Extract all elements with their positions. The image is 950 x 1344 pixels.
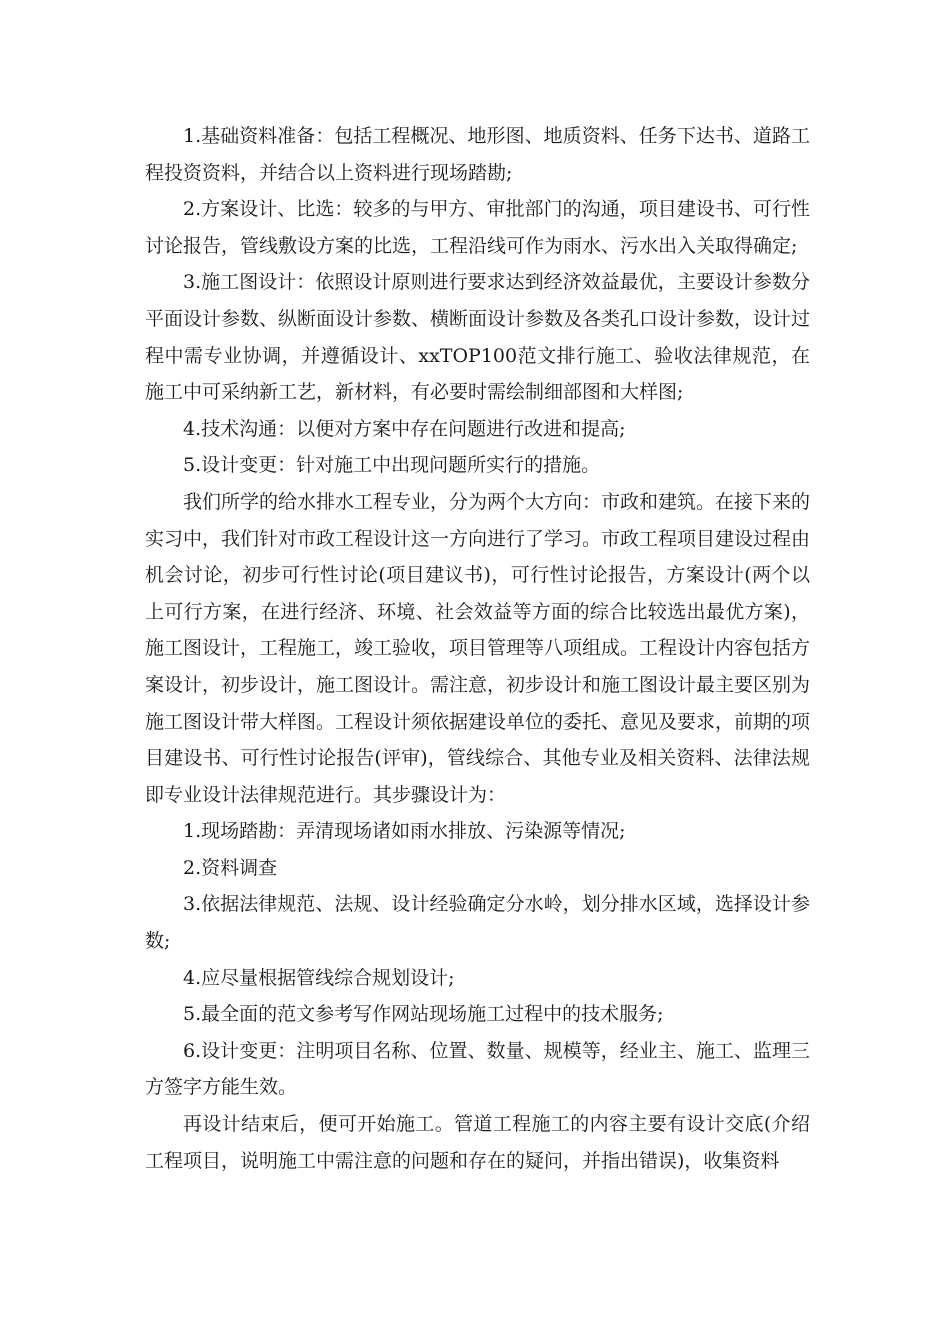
paragraph-watershed: 3.依据法律规范、法规、设计经验确定分水岭，划分排水区域，选择设计参数; (145, 893, 810, 953)
paragraph-site-survey: 1.现场踏勘：弄清现场诸如雨水排放、污染源等情况; (183, 820, 626, 843)
paragraph-data-investigation: 2.资料调查 (183, 856, 278, 879)
paragraph-scheme-design: 2.方案设计、比选：较多的与甲方、审批部门的沟通，项目建设书、可行性讨论报告，管线敷设方案的比选，工程沿线可作为雨水、污水出入关取得确定; (145, 198, 810, 257)
document-body (145, 118, 810, 1179)
paragraph-major-overview: 我们所学的给水排水工程专业，分为两个大方向：市政和建筑。在接下来的实习中，我们针对市政工程设计这一方向进行了学习。市政工程项目建设过程由机会讨论，初步可行性讨论(项目建议书)，可行性讨论报告，方案设计(两个以上可行方案，在进行经济、环境、社会效益等方面的综合比较选出最优方案)，施工图设计，工程施工，竣工验收，项目管理等八项组成。工程设计内容包括方案设计，初步设计，施工图设计。需注意，初步设计和施工图设计最主要区别为施工图设计带大样图。工程设计须依据建设单位的委托、意见及要求，前期的项目建设书、可行性讨论报告(评审)，管线综合、其他专业及相关资料、法律法规即专业设计法律规范进行。其步骤设计为： (145, 490, 811, 806)
paragraph-design-change: 5.设计变更：针对施工中出现问题所实行的措施。 (183, 454, 601, 477)
paragraph-pipeline-planning: 4.应尽量根据管线综合规划设计; (183, 966, 455, 989)
paragraph-construction-drawing: 3.施工图设计：依照设计原则进行要求达到经济效益最优，主要设计参数分平面设计参数、纵断面设计参数、横断面设计参数及各类孔口设计参数，设计过程中需专业协调，并遵循设计、xxTOP100范文排行施工、验收法律规范，在施工中可采纳新工艺，新材料，有必要时需绘制细部图和大样图; (145, 271, 811, 404)
paragraph-tech-communication: 4.技术沟通：以便对方案中存在问题进行改进和提高; (183, 417, 626, 440)
paragraph-technical-service: 5.最全面的范文参考写作网站现场施工过程中的技术服务; (183, 1003, 664, 1026)
paragraph-construction-start: 再设计结束后，便可开始施工。管道工程施工的内容主要有设计交底(介绍工程项目，说明施工中需注意的问题和存在的疑问，并指出错误)，收集资料 (145, 1113, 810, 1172)
paragraph-design-change-signoff: 6.设计变更：注明项目名称、位置、数量、规模等，经业主、施工、监理三方签字方能生效。 (145, 1039, 810, 1099)
paragraph-basic-data: 1.基础资料准备：包括工程概况、地形图、地质资料、任务下达书、道路工程投资资料，并结合以上资料进行现场踏勘; (145, 125, 810, 184)
